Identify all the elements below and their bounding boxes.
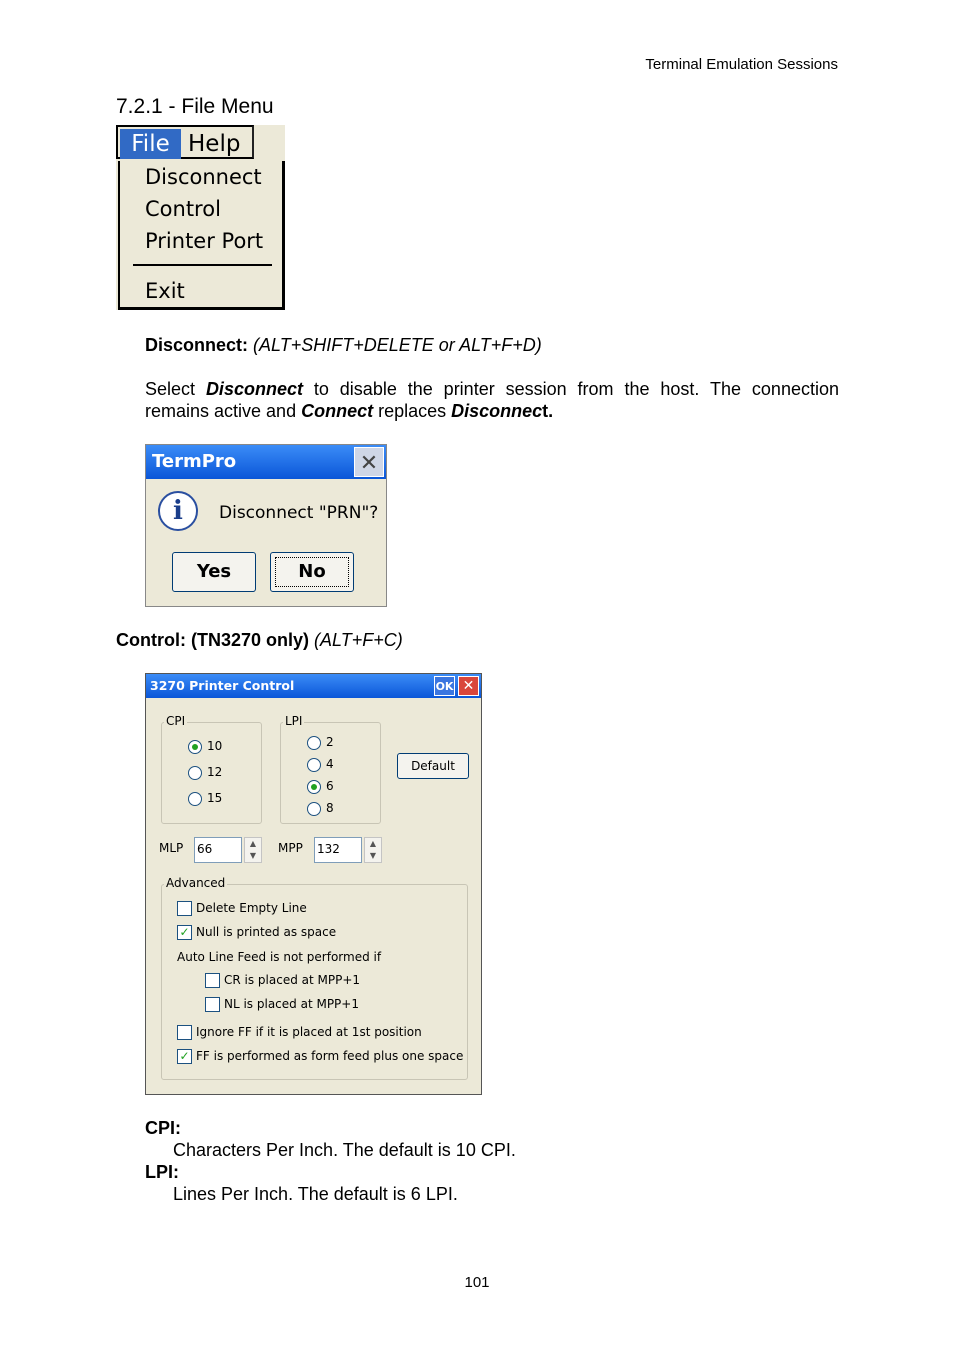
close-icon[interactable]: ✕: [354, 447, 384, 477]
text-span-bold: t.: [542, 401, 554, 421]
lpi-option-label: 4: [326, 757, 334, 771]
menu-item-control[interactable]: Control: [145, 197, 221, 221]
lpi-radio-2[interactable]: [307, 736, 321, 750]
ok-button[interactable]: OK: [434, 676, 455, 696]
dialog-titlebar: [146, 674, 481, 698]
ff-form-feed-checkbox[interactable]: ✓: [177, 1049, 192, 1064]
cpi-radio-10[interactable]: [188, 740, 202, 754]
cpi-option-label: 12: [207, 765, 223, 779]
mpp-spinner[interactable]: [364, 837, 382, 863]
text-span-bold: Disconnec: [451, 401, 543, 421]
ignore-ff-checkbox[interactable]: [177, 1025, 192, 1040]
lpi-description: Lines Per Inch. The default is 6 LPI.: [173, 1184, 458, 1204]
section-title: 7.2.1 - File Menu: [116, 95, 274, 118]
no-button[interactable]: No: [270, 552, 354, 592]
info-icon: i: [158, 491, 198, 531]
delete-empty-line-checkbox[interactable]: [177, 901, 192, 916]
cr-mpp-checkbox[interactable]: [205, 973, 220, 988]
file-dropdown: [118, 161, 285, 310]
control-heading: Control: (TN3270 only): [116, 630, 310, 650]
text-span-bold: Connect: [301, 401, 374, 421]
checkbox-label: Delete Empty Line: [196, 901, 307, 915]
disconnect-shortcut: (ALT+SHIFT+DELETE or ALT+F+D): [253, 335, 542, 355]
cpi-term: CPI:: [145, 1118, 181, 1138]
cpi-description: Characters Per Inch. The default is 10 CPI.: [173, 1140, 516, 1160]
lpi-term: LPI:: [145, 1162, 179, 1182]
cpi-radio-15[interactable]: [188, 792, 202, 806]
spin-up-icon[interactable]: ▲: [369, 839, 377, 848]
lpi-option-label: 8: [326, 801, 334, 815]
file-menu-screenshot: [116, 125, 285, 310]
checkbox-label: Ignore FF if it is placed at 1st position: [196, 1025, 422, 1039]
menu-item-disconnect[interactable]: Disconnect: [145, 165, 262, 189]
spin-down-icon[interactable]: ▼: [249, 851, 257, 860]
control-heading-line: [116, 629, 403, 651]
printer-control-dialog: [145, 673, 482, 1095]
auto-line-feed-label: Auto Line Feed is not performed if: [177, 950, 382, 964]
menu-bar: [116, 125, 285, 161]
running-header: Terminal Emulation Sessions: [645, 56, 838, 73]
null-space-checkbox[interactable]: ✓: [177, 925, 192, 940]
text-span: replaces: [373, 401, 452, 421]
yes-button[interactable]: Yes: [172, 552, 256, 592]
termpro-dialog: [145, 444, 387, 607]
lpi-radio-8[interactable]: [307, 802, 321, 816]
default-button[interactable]: Default: [397, 753, 469, 779]
mpp-label: MPP: [278, 841, 303, 855]
lpi-label: LPI: [285, 714, 303, 728]
menu-item-printer-port[interactable]: Printer Port: [145, 229, 264, 253]
dialog-title: TermPro: [152, 451, 237, 472]
advanced-label: Advanced: [166, 876, 226, 890]
page-number: 101: [464, 1274, 490, 1291]
mlp-field[interactable]: 66: [194, 837, 242, 863]
checkbox-label: CR is placed at MPP+1: [224, 973, 361, 987]
lpi-option-label: 2: [326, 735, 334, 749]
mpp-field[interactable]: 132: [314, 837, 362, 863]
disconnect-heading: Disconnect:: [145, 335, 249, 355]
cpi-option-label: 10: [207, 739, 223, 753]
spin-down-icon[interactable]: ▼: [369, 851, 377, 860]
nl-mpp-checkbox[interactable]: [205, 997, 220, 1012]
dialog-titlebar: [146, 445, 386, 479]
control-shortcut: (ALT+F+C): [314, 630, 403, 650]
close-icon[interactable]: ✕: [458, 676, 479, 696]
checkbox-label: FF is performed as form feed plus one space: [196, 1049, 464, 1063]
menu-bar-frame: [116, 125, 254, 159]
lpi-radio-6[interactable]: [307, 780, 321, 794]
menu-file[interactable]: File: [120, 129, 181, 159]
text-span: Select: [145, 379, 206, 399]
mlp-label: MLP: [159, 841, 184, 855]
text-span-bold: Disconnect: [205, 379, 303, 399]
disconnect-heading-line: [145, 334, 542, 356]
disconnect-paragraph: [145, 378, 839, 422]
cpi-label: CPI: [166, 714, 186, 728]
cpi-option-label: 15: [207, 791, 223, 805]
cpi-radio-12[interactable]: [188, 766, 202, 780]
checkbox-label: Null is printed as space: [196, 925, 337, 939]
lpi-radio-4[interactable]: [307, 758, 321, 772]
menu-separator: [133, 264, 272, 266]
menu-item-exit[interactable]: Exit: [145, 279, 185, 303]
menu-help[interactable]: Help: [188, 131, 241, 157]
checkbox-label: NL is placed at MPP+1: [224, 997, 359, 1011]
mlp-spinner[interactable]: [244, 837, 262, 863]
dialog-message: Disconnect "PRN"?: [219, 503, 379, 523]
text-span: to disable the printer session from the host. The connection remains active and: [145, 379, 839, 421]
spin-up-icon[interactable]: ▲: [249, 839, 257, 848]
dialog-title: 3270 Printer Control: [150, 678, 295, 693]
lpi-option-label: 6: [326, 779, 334, 793]
